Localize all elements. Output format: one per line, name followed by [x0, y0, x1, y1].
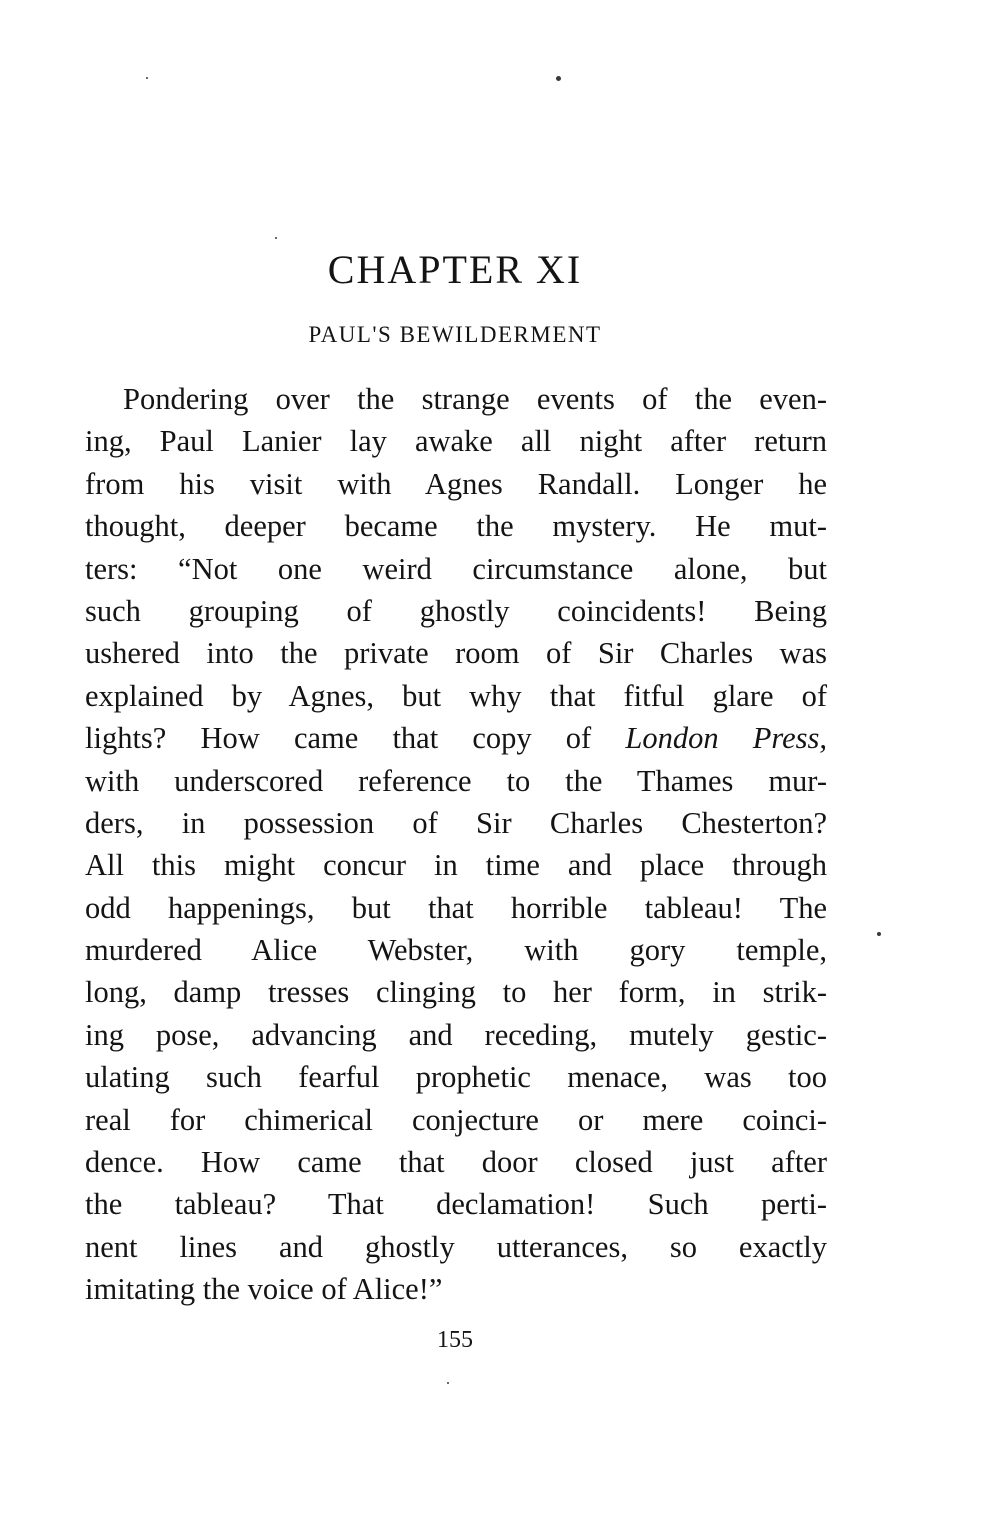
text-line: ters: “Not one weird circumstance alone, but — [85, 551, 827, 586]
print-speck — [146, 77, 148, 79]
text-line: explained by Agnes, but why that fitful glare of — [85, 678, 827, 713]
text-line: the tableau? That declamation! Such perti- — [85, 1187, 827, 1222]
text-line: ing, Paul Lanier lay awake all night after return — [85, 424, 827, 459]
text-line: murdered Alice Webster, with gory temple, — [85, 933, 827, 968]
text-line: ders, in possession of Sir Charles Chesterton? — [85, 805, 827, 840]
print-speck — [556, 76, 561, 81]
text-line: dence. How came that door closed just after — [85, 1145, 827, 1180]
text-line: long, damp tresses clinging to her form, in strik- — [85, 975, 827, 1010]
text-line: All this might concur in time and place through — [85, 848, 827, 883]
text-line: imitating the voice of Alice!” — [85, 1272, 443, 1307]
text-line: ing pose, advancing and receding, mutely gestic- — [85, 1017, 827, 1052]
body-paragraph — [85, 378, 827, 1311]
print-speck — [447, 1382, 449, 1384]
text-line: from his visit with Agnes Randall. Longer he — [85, 466, 827, 501]
print-speck — [877, 932, 881, 936]
text-line: such grouping of ghostly coincidents! Being — [85, 593, 827, 628]
print-speck — [275, 237, 277, 239]
text-line: odd happenings, but that horrible tableau! The — [85, 890, 827, 925]
text-line: with underscored reference to the Thames mur- — [85, 763, 827, 798]
text-line: ushered into the private room of Sir Charles was — [85, 636, 827, 671]
text-line-with-italic — [85, 717, 827, 759]
page-number: 155 — [437, 1327, 473, 1353]
text-line: ulating such fearful prophetic menace, was too — [85, 1060, 827, 1095]
text-line: real for chimerical conjecture or mere coinci- — [85, 1102, 827, 1137]
text-line: nent lines and ghostly utterances, so exactly — [85, 1229, 827, 1264]
chapter-title: CHAPTER XI — [327, 247, 583, 292]
italic-title: London Press, — [625, 721, 827, 756]
chapter-subtitle: PAUL'S BEWILDERMENT — [308, 322, 602, 347]
text-line: Pondering over the strange events of the even- — [123, 382, 827, 416]
text-line: thought, deeper became the mystery. He mut- — [85, 509, 827, 544]
text-segment: lights? How came that copy of — [85, 721, 626, 756]
